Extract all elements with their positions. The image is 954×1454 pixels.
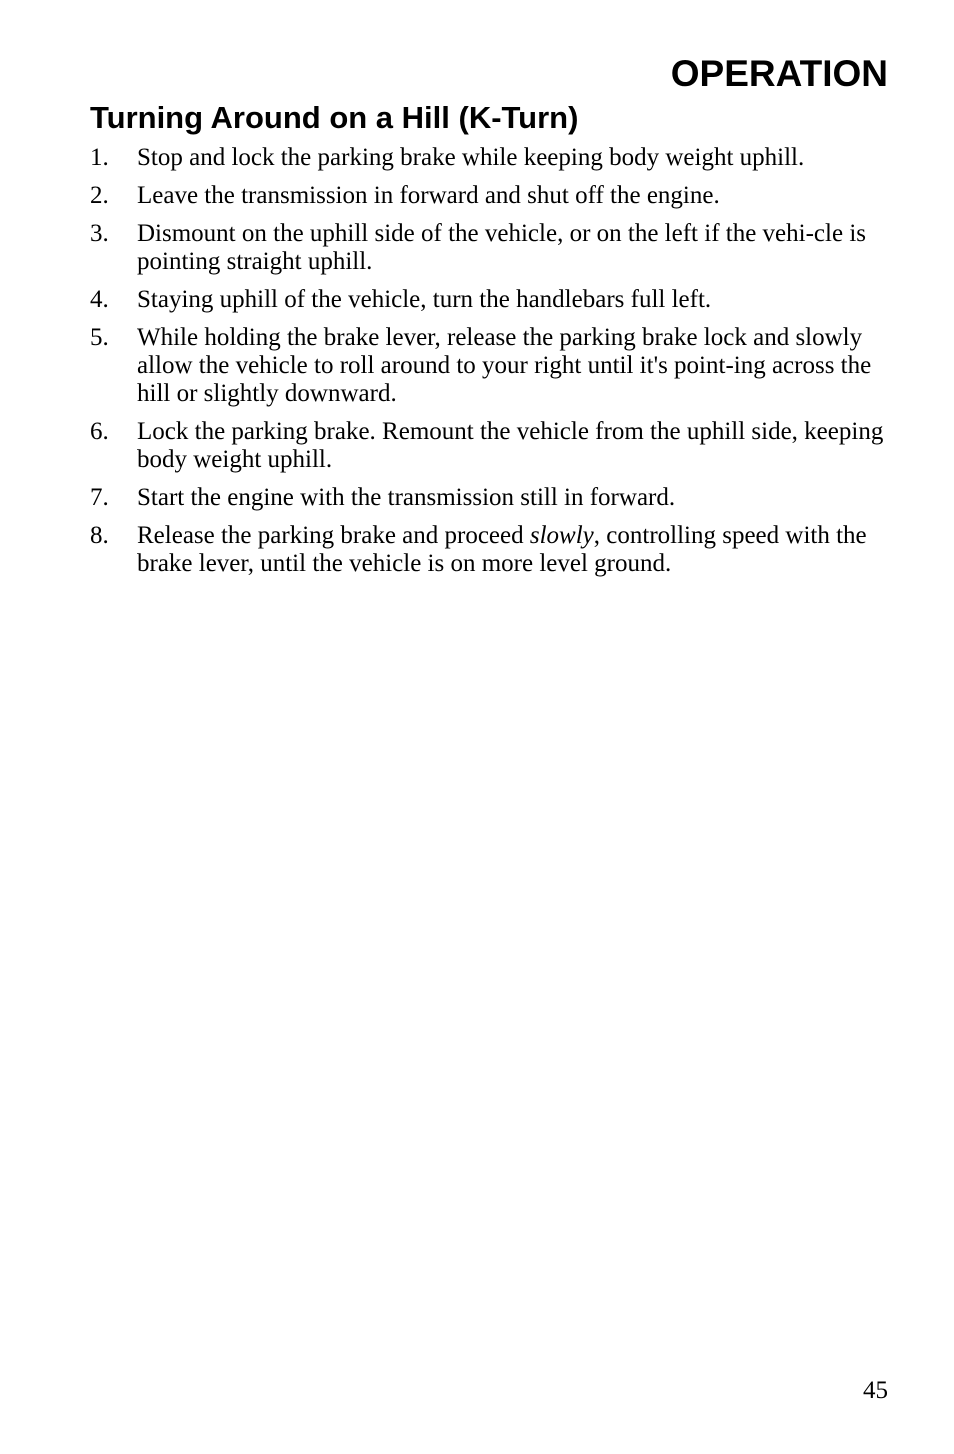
page-number: 45 bbox=[863, 1377, 888, 1404]
step-text: Dismount on the uphill side of the vehicle, or on the left if the vehi-cle is pointing straight uphill. bbox=[137, 220, 866, 275]
step-number: 8. bbox=[90, 522, 109, 549]
step-number: 7. bbox=[90, 484, 109, 511]
step-text: Stop and lock the parking brake while keeping body weight uphill. bbox=[137, 144, 805, 171]
list-item bbox=[90, 286, 900, 314]
step-text: Start the engine with the transmission still in forward. bbox=[137, 484, 676, 511]
list-item bbox=[90, 484, 900, 512]
list-item bbox=[90, 324, 900, 408]
step-number: 2. bbox=[90, 182, 109, 209]
list-item bbox=[90, 220, 900, 276]
step-text: Staying uphill of the vehicle, turn the handlebars full left. bbox=[137, 286, 712, 313]
list-item bbox=[90, 522, 900, 578]
step-text: While holding the brake lever, release the parking brake lock and slowly allow the vehicle to roll around to your right until it's point-ing across the hill or slightly downward. bbox=[137, 324, 872, 407]
step-text-emphasis: slowly bbox=[529, 522, 594, 549]
list-item bbox=[90, 182, 900, 210]
step-text-after: , controlling speed with the brake lever, until the vehicle is on more level ground. bbox=[137, 522, 867, 577]
step-text-before: Release the parking brake and proceed bbox=[137, 522, 530, 549]
step-text bbox=[137, 522, 900, 578]
step-number: 1. bbox=[90, 144, 109, 171]
step-number: 6. bbox=[90, 418, 109, 445]
step-number: 4. bbox=[90, 286, 109, 313]
step-text: Leave the transmission in forward and shut off the engine. bbox=[137, 182, 720, 209]
step-number: 3. bbox=[90, 220, 109, 247]
section-header: OPERATION bbox=[670, 53, 888, 94]
page-title: Turning Around on a Hill (K-Turn) bbox=[90, 100, 579, 135]
list-item bbox=[90, 418, 900, 474]
list-item bbox=[90, 144, 900, 172]
step-number: 5. bbox=[90, 324, 109, 351]
step-text: Lock the parking brake. Remount the vehicle from the uphill side, keeping body weight uphill. bbox=[137, 418, 884, 473]
steps-list bbox=[90, 144, 900, 588]
